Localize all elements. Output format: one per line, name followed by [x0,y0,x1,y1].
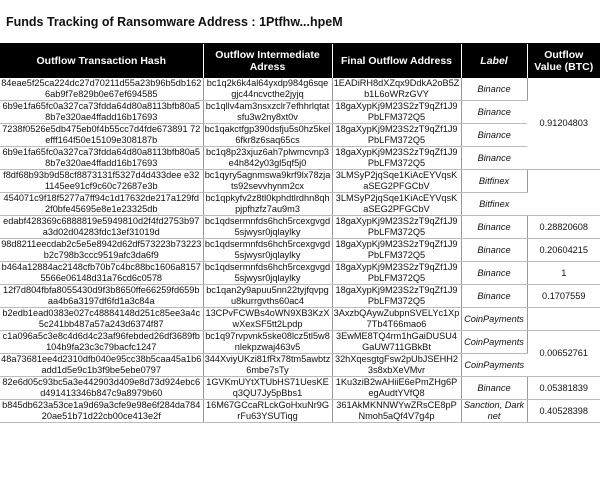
value-cell: 0.20604215 [527,239,600,262]
label-cell: Binance [461,377,527,400]
intermediate-address-cell: 16M67GCcaRLckGoHxuNr9GrFu63YSUTiqg [203,400,332,423]
hash-cell: 12f7d804fbfa8055430d9f3b8650ffe66259fd659baa4b6a3197df6fd1a3c84a [0,285,203,308]
label-cell: Bitfinex [461,170,527,193]
hash-cell: 6b9e1fa65fc0a327ca73fdda64d80a8113bfb80a58b7e320ae4ffadd16b17693 [0,101,203,124]
value-cell [527,308,600,331]
intermediate-address-cell: bc1q8p23xjuz6ah7plwmcvnp3e4h842y03gl5qf5j0 [203,147,332,170]
header-final: Final Outflow Address [332,44,461,78]
table-row [0,216,600,239]
final-address-cell: 3LMSyP2jqSqe1KiAcEYVqsKaSEG2PFGCbV [332,193,461,216]
table-row [0,101,600,124]
table-row [0,193,600,216]
header-intermediate: Outflow Intermediate Adress [203,44,332,78]
final-address-cell: 3LMSyP2jqSqe1KiAcEYVqsKaSEG2PFGCbV [332,170,461,193]
intermediate-address-cell: 13CPvFCWBs4oWN9XB3KzXwXexSF5tt2Lpdp [203,308,332,331]
final-address-cell: 18gaXypKj9M23S2zT9qZf1J9PbLFM372Q5 [332,262,461,285]
funds-table [0,44,600,423]
value-cell: 0.05381839 [527,377,600,400]
intermediate-address-cell: 344XviyUKzi81fRx78tm5awbtz6mbe7sTy [204,354,331,375]
label-cell: Binance [461,124,527,147]
table-row [0,262,600,285]
final-address-cell: 1EADiRH8dXZqx9DdkA2oB5Zb1L6oWRzGVY [333,78,460,99]
hash-cell: b2edb1ead0383e027c48884148d251c85ee3a4c5c241bb487a57a243d6374f87 [0,308,203,331]
hash-cell: edabf428369c6888819e5949810d2f4fd2753b97a3d02d04283fdc13ef31019d [0,216,203,239]
hash-cell: c1a096a5c3e8c4d6d4c23af96febded26df3689fb104b9fa23c3c79bacfc1247 [0,331,203,354]
intermediate-address-cell: bc1q2k6k4al64yxdp984g6sqegjc44ncvcthe2jyjq [203,78,332,101]
table-row [0,354,600,377]
intermediate-address-cell: bc1qakctfgp390dsfju5s0hz5kel6fkr8z6saq65cs [204,124,331,145]
final-address-cell: 3AxzbQAywZubpnSVELYc1Xp7Tb4T66mao6 [333,308,460,329]
label-cell: Bitfinex [461,193,527,216]
intermediate-address-cell: 1GVKmUYtXTUbHS71UesKEq3QU7Jy5pBbs1 [203,377,332,400]
value-cell: 0.91204803 [527,78,600,170]
final-address-cell: 18gaXypKj9M23S2zT9qZf1J9PbLFM372Q5 [332,239,461,262]
table-row [0,377,600,400]
hash-cell: 84eae5f25ca224dc27d70211d55a23b96b5db1626ab9f7e829b0e67ef694585 [1,78,202,99]
value-cell: 1 [527,262,600,285]
hash-cell: 98d8211eecdab2c5e5e8942d62df573223b73223b2c798b3ccc9519afc3da6f9 [1,239,202,260]
intermediate-address-cell: bc1qan2y9apuu5nn22tyjfqvpgu8kurrgvths60ac4 [203,285,332,308]
hash-cell: 48a73681ee4d2310dfb040e95cc38b5caa45a1b6add1d5e9c1b3f9be5ebe0797 [1,354,202,375]
label-cell: CoinPayments [461,354,527,377]
final-address-cell: 18gaXypKj9M23S2zT9qZf1J9PbLFM372Q5 [332,216,461,239]
final-address-cell: 32hXqesgtgFsw2pUbJSEHH23s8xbXeVMvr [332,354,461,377]
hash-cell: b845db623a53ce1a9d69a3cfe9e98e6f284da78420ae51b71d22cb00ce413e2f [0,400,203,423]
header-row [0,44,600,78]
table-row [0,124,600,147]
value-cell: 0.40528398 [527,400,600,423]
label-cell: Binance [461,239,527,262]
label-cell: Sanction, Darknet [461,400,527,423]
label-cell: Binance [461,101,527,124]
label-cell: CoinPayments [461,308,527,331]
header-value: Outflow Value (BTC) [527,44,600,78]
table-row [0,400,600,423]
intermediate-address-cell: bc1qyry5agnmswa9krf9lx78zjats92sevvhynm2cx [204,170,331,191]
header-label: Label [461,44,527,78]
value-cell: 0.1707559 [527,285,600,308]
page-title: Funds Tracking of Ransomware Address : 1Ptfhw...hpeM [0,0,600,44]
label-cell: Binance [461,147,527,170]
final-address-cell: 3EwME8TQ4rm1hGaiDUSU4GaUW711GBkBt [332,331,461,354]
header-hash: Outflow Transaction Hash [0,44,203,78]
final-address-cell: 18gaXypKj9M23S2zT9qZf1J9PbLFM372Q5 [332,101,461,124]
intermediate-address-cell: bc1qdsermnfds6hch5rcexgvgd5sjwysr0jqlaylky [204,239,331,260]
hash-cell: f8df68b93b9d58cf8873131f5327d4d433dee e321145ee91cf9c60c72687e3b [0,170,203,193]
table-row [0,78,600,101]
hash-cell: b464a12884ac2148cfb70b7c4bc88bc1606a81575566e06148d31a76cd6c0578 [0,262,203,285]
intermediate-address-cell: bc1qpkyfv2z8tl0kphdtlrdhn8qhpjpfhzfz7au9m3 [203,193,332,216]
value-cell [527,170,600,216]
hash-cell: 6b9e1fa65fc0a327ca73fdda64d80a8113bfb80a58b7e320ae4ffadd16b17693 [0,147,203,170]
label-cell: Binance [461,216,527,239]
table-row [0,308,600,331]
intermediate-address-cell: bc1qdsermnfds6hch5rcexgvgd5sjwysr0jqlaylky [204,216,331,237]
hash-cell: 454071c9f18f5277a7ff94c1d17632de217a129fd2f0bfe45695e8e1e23325db [0,193,203,216]
label-cell: Binance [461,78,527,101]
hash-cell: 82e6d05c93bc5a3e442903d409e8d73d924ebc6d491413346b847c9a8979b60 [0,377,203,400]
label-cell: CoinPayments [461,331,527,354]
label-cell: Binance [461,262,527,285]
final-address-cell: 361AkMKNNWYwZRsCE8pPNmoh5aQf4V7g4p [332,400,461,423]
table-row [0,331,600,354]
intermediate-address-cell: bc1q97rvpvnk5ske08lcz5tl5w8nlekpzwaj463v5 [203,331,332,354]
final-address-cell: 18gaXypKj9M23S2zT9qZf1J9PbLFM372Q5 [332,285,461,308]
table-row [0,147,600,170]
value-cell: 0.00652761 [527,331,600,377]
table-row [0,285,600,308]
final-address-cell: 18gaXypKj9M23S2zT9qZf1J9PbLFM372Q5 [332,147,461,170]
final-address-cell: 1Ku3ziB2wAHiiE6ePmZHg6PegAudtYVfQ8 [332,377,461,400]
intermediate-address-cell: bc1qdsermnfds6hch5rcexgvgd5sjwysr0jqlaylky [204,262,331,283]
hash-cell: 7238f0526e5db475eb0f4b55cc7d4fde673891 72efff164f50e15109e308187b [0,124,203,147]
final-address-cell: 18gaXypKj9M23S2zT9qZf1J9PbLFM372Q5 [332,124,461,147]
intermediate-address-cell: bc1qllv4am3nsxzclr7efhhrlqtatsfu3w2ny8xt0v [203,101,332,124]
label-cell: Binance [461,285,527,308]
value-cell: 0.28820608 [527,216,600,239]
table-row [0,239,600,262]
table-row [0,170,600,193]
